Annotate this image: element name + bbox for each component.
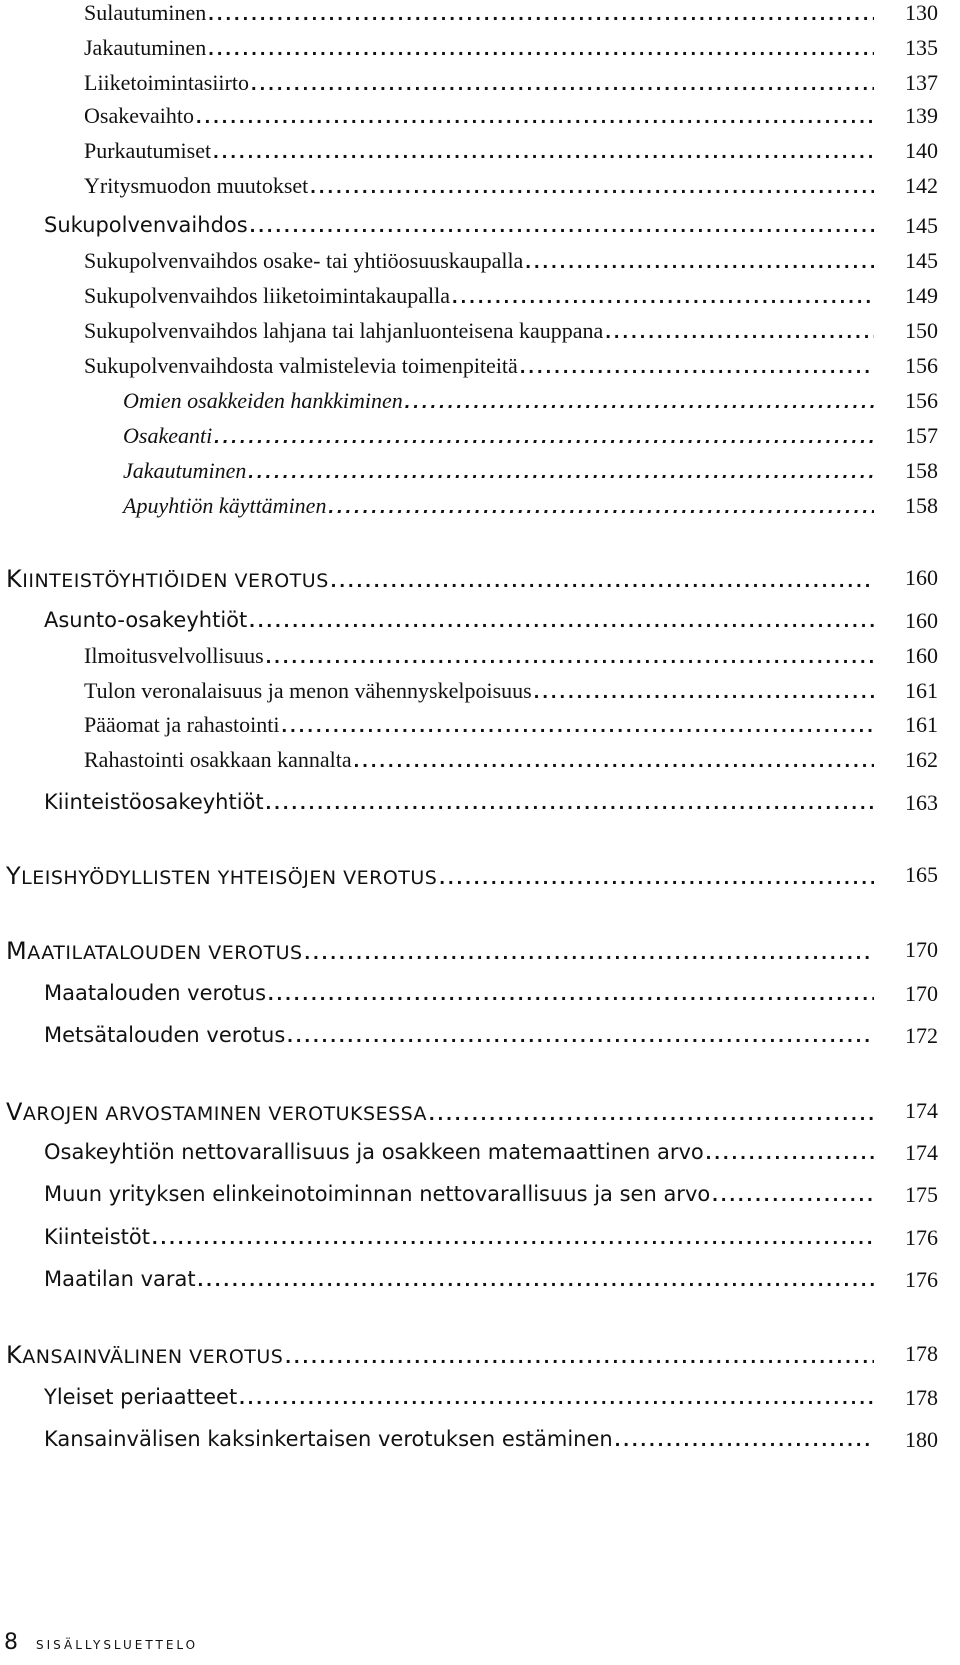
leader-dots [405, 391, 874, 414]
toc-entry-page: 139 [905, 103, 938, 128]
leader-dots [310, 176, 874, 199]
toc-entry [84, 70, 882, 96]
leader-dots [208, 38, 874, 61]
leader-dots [282, 715, 875, 738]
leader-dots [152, 1227, 874, 1250]
toc-entry-title: Jakautuminen [123, 458, 247, 483]
toc-entry-page: 176 [905, 1267, 938, 1292]
page-number: 8 [4, 1630, 18, 1655]
toc-entry [44, 981, 882, 1006]
leader-dots [328, 496, 874, 519]
toc-entry-title: Kiinteistöosakeyhtiöt [44, 790, 264, 814]
toc-entry [44, 1140, 882, 1165]
toc-entry-page: 174 [905, 1140, 938, 1165]
toc-entry [84, 248, 882, 274]
toc-entry-page: 176 [905, 1225, 938, 1250]
leader-dots [305, 942, 874, 965]
toc-entry-page: 156 [905, 353, 938, 378]
toc-entry [6, 1098, 882, 1126]
toc-entry [84, 283, 882, 309]
leader-dots [706, 1142, 874, 1165]
toc-entry [84, 173, 882, 199]
toc-entry-title: Kiinteistöt [44, 1225, 150, 1249]
toc-entry-page: 178 [905, 1341, 938, 1366]
leader-dots [248, 461, 874, 484]
leader-dots [266, 646, 874, 669]
toc-entry-title: Osakevaihto [84, 103, 194, 128]
toc-entry [84, 643, 882, 669]
toc-entry [123, 423, 882, 449]
toc-entry-title: Sukupolvenvaihdos lahjana tai lahjanluonteisena kauppana [84, 318, 604, 343]
toc-entry-page: 165 [905, 862, 938, 887]
toc-entry [84, 318, 882, 344]
toc-entry-page: 160 [905, 643, 938, 668]
leader-dots [331, 570, 874, 593]
toc-entry-page: 142 [905, 173, 938, 198]
leader-dots [249, 610, 874, 633]
toc-entry-title: VAROJEN ARVOSTAMINEN VEROTUKSESSA [6, 1098, 428, 1126]
toc-entry-page: 161 [905, 712, 938, 737]
toc-entry [6, 862, 882, 890]
leader-dots [239, 1387, 874, 1410]
toc-entry-title: Muun yrityksen elinkeinotoiminnan nettovarallisuus ja sen arvo [44, 1182, 711, 1206]
leader-dots [615, 1429, 874, 1452]
toc-entry [84, 747, 882, 773]
toc-entry-title: Apuyhtiön käyttäminen [123, 493, 327, 518]
toc-entry [44, 1385, 882, 1410]
toc-entry-page: 150 [905, 318, 938, 343]
toc-entry-title: Maatilan varat [44, 1267, 196, 1291]
toc-entry-page: 163 [905, 790, 938, 815]
toc-entry-page: 170 [905, 937, 938, 962]
toc-entry [6, 937, 882, 965]
toc-entry-page: 157 [905, 423, 938, 448]
toc-entry [44, 213, 882, 238]
toc-entry-title: Sukupolvenvaihdos osake- tai yhtiöosuuskaupalla [84, 248, 524, 273]
toc-entry [44, 1225, 882, 1250]
toc-entry-title: Yleiset periaatteet [44, 1385, 238, 1409]
toc-entry-title: Metsätalouden verotus [44, 1023, 286, 1047]
toc-entry-title: Jakautuminen [84, 35, 207, 60]
toc-entry [84, 103, 882, 129]
toc-entry [84, 353, 882, 379]
leader-dots [520, 356, 874, 379]
toc-entry-page: 156 [905, 388, 938, 413]
page-footer [4, 1630, 198, 1655]
leader-dots [285, 1346, 874, 1369]
toc-entry-page: 130 [905, 0, 938, 25]
toc-entry-title: Osakeanti [123, 423, 213, 448]
leader-dots [534, 681, 874, 704]
leader-dots [605, 321, 874, 344]
toc-entry-title: Liiketoimintasiirto [84, 70, 249, 95]
leader-dots [266, 792, 874, 815]
leader-dots [287, 1025, 874, 1048]
leader-dots [198, 1269, 874, 1292]
toc-entry-page: 161 [905, 678, 938, 703]
toc-entry-title: Kansainvälisen kaksinkertaisen verotuksen estäminen [44, 1427, 613, 1451]
toc-entry [84, 678, 882, 704]
toc-entry-title: Osakeyhtiön nettovarallisuus ja osakkeen matemaattinen arvo [44, 1140, 704, 1164]
toc-entry-title: Sulautuminen [84, 0, 207, 25]
toc-entry-title: Asunto-osakeyhtiöt [44, 608, 248, 632]
toc-entry-page: 149 [905, 283, 938, 308]
toc-entry [44, 1023, 882, 1048]
toc-entry [44, 1267, 882, 1292]
toc-entry-page: 160 [905, 608, 938, 633]
toc-entry-title: Ilmoitusvelvollisuus [84, 643, 264, 668]
toc-entry [123, 458, 882, 484]
toc-entry [44, 1182, 882, 1207]
toc-entry [123, 388, 882, 414]
toc-entry-title: Sukupolvenvaihdos [44, 213, 248, 237]
toc-entry-page: 140 [905, 138, 938, 163]
toc-entry [44, 608, 882, 633]
toc-entry-title: YLEISHYÖDYLLISTEN YHTEISÖJEN VEROTUS [6, 862, 438, 890]
toc-entry-page: 145 [905, 213, 938, 238]
toc-entry-title: MAATILATALOUDEN VEROTUS [6, 937, 303, 965]
toc-entry-title: KANSAINVÄLINEN VEROTUS [6, 1341, 284, 1369]
leader-dots [250, 215, 874, 238]
toc-entry-page: 137 [905, 70, 938, 95]
toc-entry-page: 180 [905, 1427, 938, 1452]
toc-entry-title: Purkautumiset [84, 138, 212, 163]
leader-dots [268, 983, 874, 1006]
toc-entry [44, 790, 882, 815]
toc-entry [44, 1427, 882, 1452]
toc-entry [84, 0, 882, 26]
leader-dots [214, 426, 874, 449]
leader-dots [525, 251, 874, 274]
footer-label: SISÄLLYSLUETTELO [36, 1638, 199, 1652]
toc-entry-page: 160 [905, 565, 938, 590]
toc-entry-title: Pääomat ja rahastointi [84, 712, 280, 737]
toc-entry-title: Sukupolvenvaihdosta valmistelevia toimenpiteitä [84, 353, 518, 378]
toc-entry [84, 712, 882, 738]
toc-entry-page: 178 [905, 1385, 938, 1410]
toc-entry [6, 1341, 882, 1369]
leader-dots [354, 750, 874, 773]
toc-entry [84, 35, 882, 61]
leader-dots [208, 3, 874, 26]
leader-dots [452, 286, 874, 309]
toc-entry-title: Omien osakkeiden hankkiminen [123, 388, 403, 413]
toc-entry [123, 493, 882, 519]
toc-entry [84, 138, 882, 164]
toc-entry-page: 175 [905, 1182, 938, 1207]
leader-dots [712, 1184, 874, 1207]
toc-entry-page: 174 [905, 1098, 938, 1123]
leader-dots [196, 106, 874, 129]
toc-entry-title: Sukupolvenvaihdos liiketoimintakaupalla [84, 283, 450, 308]
toc-entry-page: 172 [905, 1023, 938, 1048]
toc-entry-title: KIINTEISTÖYHTIÖIDEN VEROTUS [6, 565, 329, 593]
leader-dots [439, 867, 874, 890]
toc-entry-page: 158 [905, 458, 938, 483]
toc-entry-page: 158 [905, 493, 938, 518]
toc-entry-page: 170 [905, 981, 938, 1006]
toc-entry-title: Yritysmuodon muutokset [84, 173, 309, 198]
toc-entry-page: 162 [905, 747, 938, 772]
toc-entry-page: 135 [905, 35, 938, 60]
toc-entry-title: Maatalouden verotus [44, 981, 267, 1005]
leader-dots [251, 73, 874, 96]
leader-dots [213, 141, 874, 164]
toc-entry-title: Rahastointi osakkaan kannalta [84, 747, 352, 772]
toc-entry [6, 565, 882, 593]
toc-entry-title: Tulon veronalaisuus ja menon vähennyskelpoisuus [84, 678, 532, 703]
toc-entry-page: 145 [905, 248, 938, 273]
leader-dots [429, 1103, 874, 1126]
